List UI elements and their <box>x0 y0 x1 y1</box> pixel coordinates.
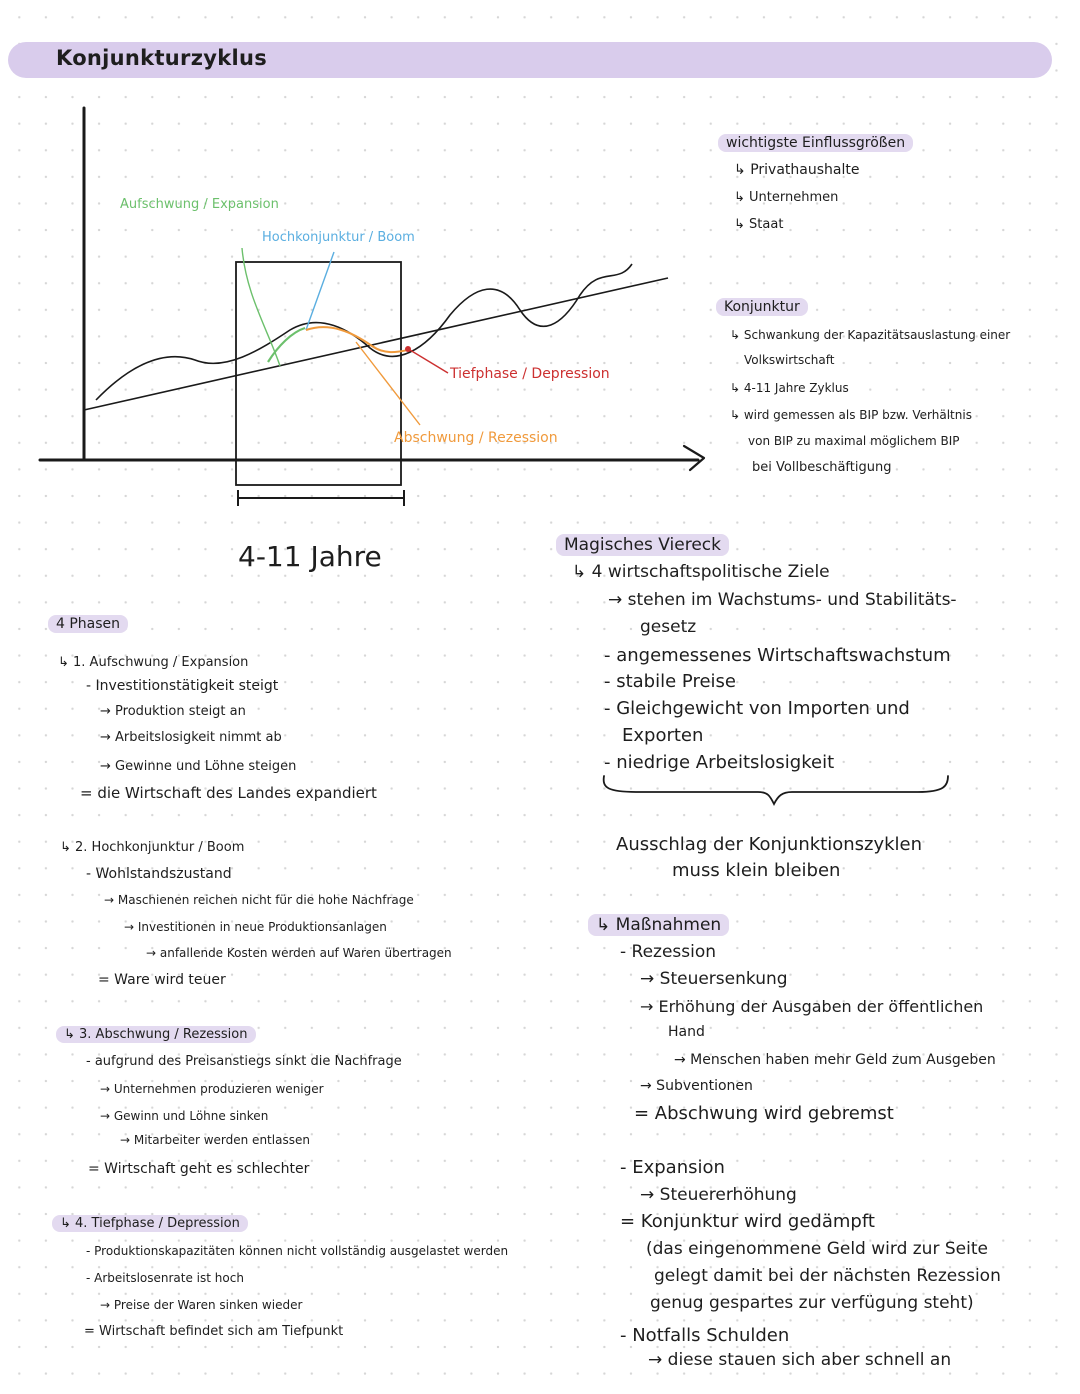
magic-square-heading: Magisches Viereck <box>556 534 729 556</box>
page-title: Konjunkturzyklus <box>56 46 268 70</box>
phase-line: → Arbeitslosigkeit nimmt ab <box>100 730 282 745</box>
measure-line: → Steuersenkung <box>640 969 788 989</box>
recession-pointer-line <box>356 342 420 425</box>
label-recession: Abschwung / Rezession <box>394 430 558 446</box>
magic-line: gesetz <box>640 617 697 637</box>
measure-line: → diese stauen sich aber schnell an <box>648 1350 952 1370</box>
measure-line: → Erhöhung der Ausgaben der öffentlichen <box>640 997 984 1016</box>
phase2-title: ↳ 2. Hochkonjunktur / Boom <box>60 840 245 855</box>
measure-line: = Konjunktur wird gedämpft <box>620 1211 875 1232</box>
phase1-title: ↳ 1. Aufschwung / Expansion <box>58 655 249 670</box>
magic-line: → stehen im Wachstums- und Stabilitäts- <box>608 590 957 610</box>
measures-heading: ↳ Maßnahmen <box>588 914 729 936</box>
phases-heading: 4 Phasen <box>48 615 128 633</box>
phase-line: = Wirtschaft befindet sich am Tiefpunkt <box>84 1324 344 1339</box>
boom-pointer-line <box>306 252 334 330</box>
phase-line: → Maschienen reichen nicht für die hohe Nachfrage <box>104 893 414 907</box>
magic-conclusion-line: Ausschlag der Konjunktionszyklen <box>616 834 923 855</box>
phase-line: → Unternehmen produzieren weniger <box>100 1082 324 1096</box>
measure-line: (das eingenommene Geld wird zur Seite <box>646 1239 988 1259</box>
influence-item: ↳ Staat <box>734 217 784 232</box>
phase-line: → Produktion steigt an <box>100 704 246 719</box>
magic-conclusion-line: muss klein bleiben <box>672 860 841 881</box>
konjunktur-line: bei Vollbeschäftigung <box>752 460 892 475</box>
phase4-title: ↳ 4. Tiefphase / Depression <box>52 1215 248 1232</box>
phase-line: → anfallende Kosten werden auf Waren übertragen <box>146 946 452 960</box>
influences-heading: wichtigste Einflussgrößen <box>718 134 913 152</box>
phase3-title: ↳ 3. Abschwung / Rezession <box>56 1026 256 1043</box>
measure-line: → Subventionen <box>640 1078 753 1094</box>
depression-point <box>405 346 411 352</box>
phase-line: - Wohlstandszustand <box>86 866 232 882</box>
phase-line: - Arbeitslosenrate ist hoch <box>86 1271 244 1285</box>
phase-line: - Investitionstätigkeit steigt <box>86 678 279 694</box>
label-boom: Hochkonjunktur / Boom <box>262 230 415 245</box>
duration-label: 4-11 Jahre <box>238 540 382 573</box>
measure-line: = Abschwung wird gebremst <box>634 1103 894 1124</box>
phase-line: → Gewinn und Löhne sinken <box>100 1109 269 1123</box>
measure-line: → Steuererhöhung <box>640 1185 797 1205</box>
curly-brace <box>598 772 954 808</box>
measures-expansion-title: - Expansion <box>620 1157 725 1178</box>
magic-line: - stabile Preise <box>604 671 736 692</box>
konjunktur-line: ↳ wird gemessen als BIP bzw. Verhältnis <box>730 408 972 422</box>
measure-line: gelegt damit bei der nächsten Rezession <box>654 1266 1001 1286</box>
label-depression: Tiefphase / Depression <box>450 366 610 382</box>
influence-item: ↳ Unternehmen <box>734 190 839 205</box>
measure-line: - Notfalls Schulden <box>620 1325 790 1346</box>
measure-line: Hand <box>668 1024 705 1040</box>
magic-line: - angemessenes Wirtschaftswachstum <box>604 645 951 666</box>
phase-line: = Ware wird teuer <box>98 972 226 988</box>
phase-line: → Investitionen in neue Produktionsanlagen <box>124 920 387 934</box>
konjunktur-line: Volkswirtschaft <box>744 353 835 367</box>
konjunktur-heading: Konjunktur <box>716 298 808 316</box>
phase-line: - Produktionskapazitäten können nicht vollständig ausgelastet werden <box>86 1244 509 1258</box>
phase-line: → Gewinne und Löhne steigen <box>100 759 297 774</box>
phase-line: - aufgrund des Preisanstiegs sinkt die Nachfrage <box>86 1054 402 1069</box>
konjunktur-line: ↳ 4-11 Jahre Zyklus <box>730 381 849 395</box>
phase-line: → Preise der Waren sinken wieder <box>100 1298 303 1312</box>
magic-line: - Gleichgewicht von Importen und <box>604 698 910 719</box>
influence-item: ↳ Privathaushalte <box>734 162 860 178</box>
measures-recession-title: - Rezession <box>620 942 717 962</box>
depression-pointer-line <box>410 350 448 373</box>
konjunktur-line: ↳ Schwankung der Kapazitätsauslastung einer <box>730 328 1011 342</box>
label-expansion: Aufschwung / Expansion <box>120 197 279 212</box>
phase-line: → Mitarbeiter werden entlassen <box>120 1133 310 1147</box>
magic-line: - niedrige Arbeitslosigkeit <box>604 752 835 773</box>
phase-line: = Wirtschaft geht es schlechter <box>88 1161 310 1177</box>
magic-line: ↳ 4 wirtschaftspolitische Ziele <box>572 562 830 582</box>
konjunktur-line: von BIP zu maximal möglichem BIP <box>748 434 960 448</box>
magic-line: Exporten <box>622 725 704 746</box>
measure-line: → Menschen haben mehr Geld zum Ausgeben <box>674 1052 996 1068</box>
phase-line: = die Wirtschaft des Landes expandiert <box>80 784 377 802</box>
x-axis-arrow <box>684 446 704 470</box>
trend-line <box>84 278 668 410</box>
measure-line: genug gespartes zur verfügung steht) <box>650 1293 974 1313</box>
